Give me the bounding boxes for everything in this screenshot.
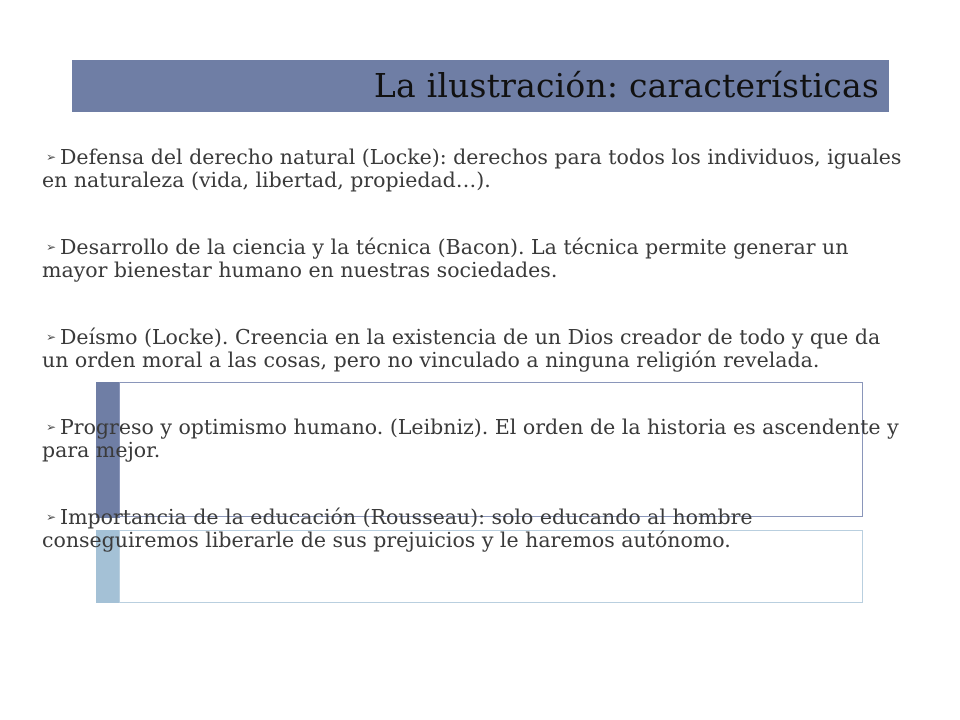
arrow-bullet-icon: ➢ — [45, 240, 57, 254]
slide-title: La ilustración: características — [373, 66, 879, 105]
bullet-text: Desarrollo de la ciencia y la técnica (Bacon). La técnica permite generar un mayor bienestar humano en nuestras sociedades. — [42, 235, 849, 282]
bullet-item — [42, 416, 902, 462]
bullet-text: Importancia de la educación (Rousseau): solo educando al hombre conseguiremos liberarle de sus prejuicios y le haremos autónomo. — [42, 505, 753, 552]
arrow-bullet-icon: ➢ — [45, 150, 57, 164]
bullet-text: Progreso y optimismo humano. (Leibniz). El orden de la historia es ascendente y para mejor. — [42, 415, 899, 462]
bullet-text: Deísmo (Locke). Creencia en la existencia de un Dios creador de todo y que da un orden moral a las cosas, pero no vinculado a ninguna religión revelada. — [42, 325, 881, 372]
bullet-list — [42, 146, 902, 596]
arrow-bullet-icon: ➢ — [45, 510, 57, 524]
title-bar — [72, 60, 889, 112]
bullet-item — [42, 146, 902, 192]
bullet-item — [42, 506, 902, 552]
arrow-bullet-icon: ➢ — [45, 330, 57, 344]
arrow-bullet-icon: ➢ — [45, 420, 57, 434]
bullet-item — [42, 326, 902, 372]
bullet-item — [42, 236, 902, 282]
bullet-text: Defensa del derecho natural (Locke): derechos para todos los individuos, iguales en naturaleza (vida, libertad, propiedad…). — [42, 145, 902, 192]
